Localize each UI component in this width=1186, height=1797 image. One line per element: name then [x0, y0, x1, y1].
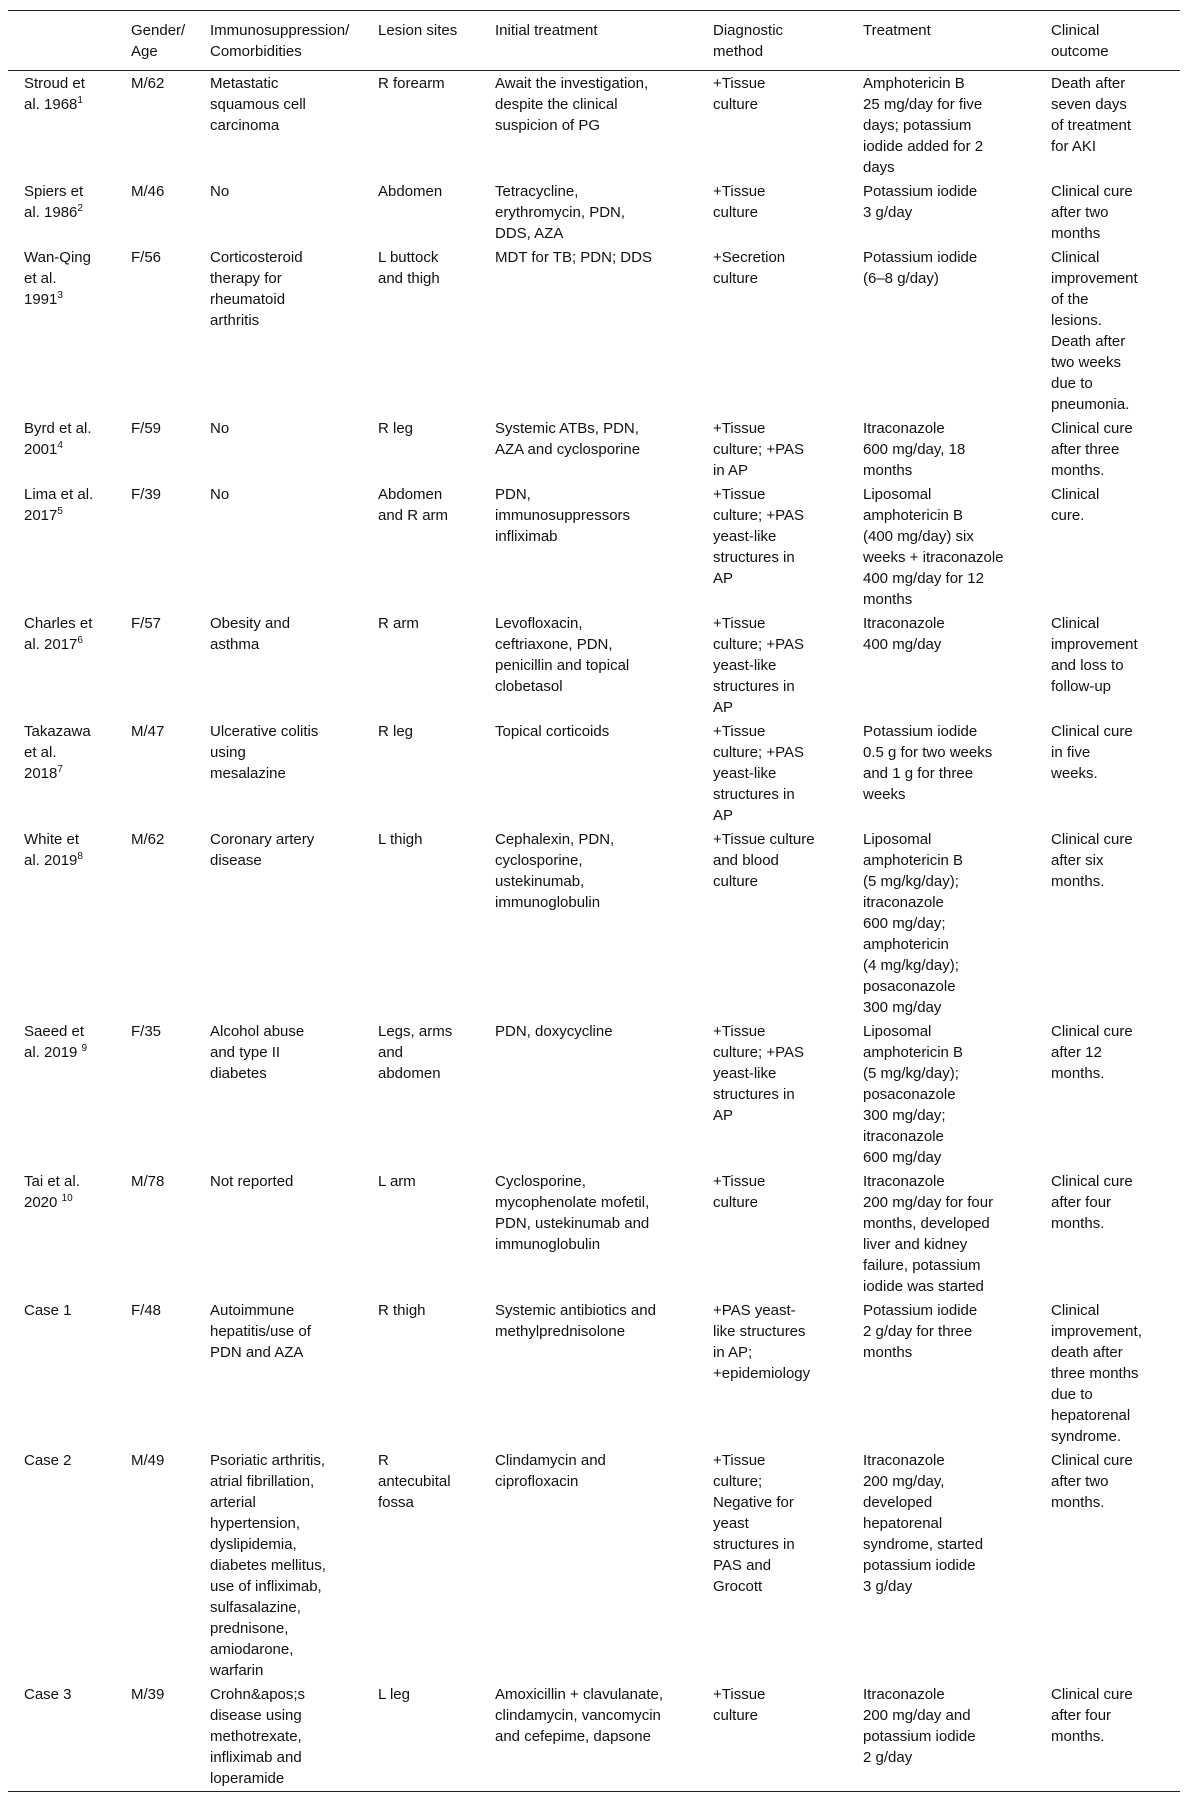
cell-initial-treatment: [479, 1169, 697, 1298]
cell-initial-treatment-text: Clindamycin and ciprofloxacin: [495, 1452, 606, 1490]
cell-gender-age: [115, 482, 194, 611]
cell-diagnostic-method: [697, 245, 847, 416]
reference-number: 6: [77, 635, 83, 646]
cell-lesion-site-text: R leg: [378, 723, 414, 740]
cell-comorbidities-text: No: [210, 420, 230, 437]
cell-study-text: Byrd et al. 2001: [24, 420, 92, 458]
cell-gender-age: [115, 1298, 194, 1448]
cell-clinical-outcome-text: Clinical improvement, death after three months due to hepatorenal syndrome.: [1051, 1302, 1142, 1445]
cell-initial-treatment-text: Levofloxacin, ceftriaxone, PDN, penicillin and topical clobetasol: [495, 615, 630, 695]
cell-treatment-text: Potassium iodide 0.5 g for two weeks and 1 g for three weeks: [863, 723, 993, 803]
table-row: [8, 719, 1180, 827]
cell-lesion-site-text: R forearm: [378, 75, 445, 92]
cell-gender-age: [115, 245, 194, 416]
cell-lesion-site-text: Abdomen: [378, 183, 443, 200]
cell-comorbidities: [194, 719, 362, 827]
cell-lesion-site-text: R thigh: [378, 1302, 426, 1319]
cell-clinical-outcome-text: Clinical cure after four months.: [1051, 1173, 1133, 1232]
cell-treatment: [847, 1682, 1035, 1792]
cell-gender-age: [115, 827, 194, 1019]
cell-comorbidities-text: Metastatic squamous cell carcinoma: [210, 75, 306, 134]
cell-gender-age-text: M/62: [131, 75, 165, 92]
cell-comorbidities-text: Crohn&apos;s disease using methotrexate, infliximab and loperamide: [210, 1686, 306, 1787]
cell-clinical-outcome-text: Clinical improvement of the lesions. Death after two weeks due to pneumonia.: [1051, 249, 1138, 413]
cell-diagnostic-method: [697, 1682, 847, 1792]
cell-clinical-outcome: [1035, 482, 1180, 611]
cell-diagnostic-method-text: +Tissue culture; Negative for yeast structures in PAS and Grocott: [713, 1452, 795, 1595]
cell-clinical-outcome: [1035, 1298, 1180, 1448]
cell-study: [8, 719, 115, 827]
cell-comorbidities-text: Corticosteroid therapy for rheumatoid arthritis: [210, 249, 303, 329]
cell-gender-age: [115, 1019, 194, 1169]
cell-initial-treatment: [479, 482, 697, 611]
cell-initial-treatment: [479, 1298, 697, 1448]
cell-study-text: Case 2: [24, 1452, 72, 1469]
cell-gender-age: [115, 416, 194, 482]
cell-initial-treatment: [479, 71, 697, 180]
cell-gender-age-text: F/57: [131, 615, 162, 632]
cell-lesion-site-text: Abdomen and R arm: [378, 486, 449, 524]
cell-comorbidities: [194, 179, 362, 245]
cell-comorbidities: [194, 827, 362, 1019]
cell-treatment-text: Potassium iodide 2 g/day for three months: [863, 1302, 978, 1361]
cell-initial-treatment-text: Cyclosporine, mycophenolate mofetil, PDN, ustekinumab and immunoglobulin: [495, 1173, 650, 1253]
cell-lesion-site: [362, 482, 479, 611]
table-body: [8, 71, 1180, 1792]
cell-clinical-outcome-text: Clinical cure after two months.: [1051, 1452, 1133, 1511]
cell-comorbidities-text: Not reported: [210, 1173, 294, 1190]
cell-clinical-outcome: [1035, 1448, 1180, 1682]
cell-gender-age: [115, 1448, 194, 1682]
cell-initial-treatment: [479, 179, 697, 245]
header-clinical-outcome: Clinical outcome: [1035, 11, 1180, 71]
cell-clinical-outcome-text: Clinical cure after three months.: [1051, 420, 1133, 479]
cell-lesion-site: [362, 1019, 479, 1169]
header-diagnostic-method: Diagnostic method: [697, 11, 847, 71]
table-row: [8, 482, 1180, 611]
cell-diagnostic-method-text: +Tissue culture: [713, 1173, 766, 1211]
cell-clinical-outcome: [1035, 1019, 1180, 1169]
cell-clinical-outcome: [1035, 611, 1180, 719]
cell-lesion-site: [362, 1448, 479, 1682]
cell-lesion-site-text: R antecubital fossa: [378, 1452, 451, 1511]
cell-gender-age-text: M/47: [131, 723, 165, 740]
cell-clinical-outcome: [1035, 1169, 1180, 1298]
cell-gender-age-text: F/48: [131, 1302, 162, 1319]
cell-study: [8, 1682, 115, 1792]
cell-treatment: [847, 179, 1035, 245]
table-header: [8, 11, 1180, 71]
cell-clinical-outcome-text: Clinical cure after 12 months.: [1051, 1023, 1133, 1082]
cell-treatment: [847, 482, 1035, 611]
table-row: [8, 1298, 1180, 1448]
cell-clinical-outcome: [1035, 245, 1180, 416]
cell-gender-age-text: M/39: [131, 1686, 165, 1703]
cell-comorbidities-text: Autoimmune hepatitis/use of PDN and AZA: [210, 1302, 311, 1361]
cell-lesion-site: [362, 1298, 479, 1448]
cell-comorbidities-text: No: [210, 486, 230, 503]
cell-diagnostic-method: [697, 827, 847, 1019]
cell-initial-treatment-text: MDT for TB; PDN; DDS: [495, 249, 652, 266]
cell-treatment: [847, 827, 1035, 1019]
cell-study-text: Saeed et al. 2019: [24, 1023, 85, 1061]
cell-study: [8, 179, 115, 245]
cell-treatment: [847, 245, 1035, 416]
cell-diagnostic-method-text: +Tissue culture; +PAS yeast-like structures in AP: [713, 615, 805, 716]
cell-initial-treatment: [479, 611, 697, 719]
cell-diagnostic-method-text: +Tissue culture: [713, 75, 766, 113]
table-row: [8, 179, 1180, 245]
cell-gender-age: [115, 719, 194, 827]
header-treatment: Treatment: [847, 11, 1035, 71]
reference-number: 4: [57, 440, 63, 451]
cell-lesion-site: [362, 416, 479, 482]
cell-diagnostic-method: [697, 71, 847, 180]
header-study: [8, 11, 115, 71]
cell-comorbidities-text: No: [210, 183, 230, 200]
cell-initial-treatment-text: Topical corticoids: [495, 723, 610, 740]
cell-diagnostic-method: [697, 482, 847, 611]
cell-clinical-outcome-text: Death after seven days of treatment for AKI: [1051, 75, 1132, 155]
cell-treatment-text: Liposomal amphotericin B (5 mg/kg/day); itraconazole 600 mg/day; amphotericin (4 mg/kg/day); posaconazole 300 mg/day: [863, 831, 964, 1016]
cell-study: [8, 1019, 115, 1169]
cell-study-text: Case 3: [24, 1686, 72, 1703]
cell-diagnostic-method-text: +Tissue culture; +PAS yeast-like structures in AP: [713, 1023, 805, 1124]
cell-treatment: [847, 719, 1035, 827]
table-row: [8, 245, 1180, 416]
cell-gender-age-text: M/62: [131, 831, 165, 848]
cell-initial-treatment-text: PDN, doxycycline: [495, 1023, 613, 1040]
cell-initial-treatment: [479, 1019, 697, 1169]
cell-lesion-site-text: R leg: [378, 420, 414, 437]
cell-lesion-site-text: L buttock and thigh: [378, 249, 440, 287]
cell-clinical-outcome-text: Clinical cure after four months.: [1051, 1686, 1133, 1745]
cell-treatment: [847, 1169, 1035, 1298]
reference-number: 1: [77, 95, 83, 106]
cell-treatment: [847, 71, 1035, 180]
cell-study-text: Case 1: [24, 1302, 72, 1319]
cell-gender-age: [115, 1682, 194, 1792]
cell-treatment-text: Itraconazole 200 mg/day and potassium iodide 2 g/day: [863, 1686, 976, 1766]
cell-comorbidities: [194, 1169, 362, 1298]
reference-number: 5: [57, 506, 63, 517]
cell-lesion-site: [362, 179, 479, 245]
cell-initial-treatment: [479, 827, 697, 1019]
cell-comorbidities: [194, 245, 362, 416]
cell-clinical-outcome-text: Clinical cure.: [1051, 486, 1100, 524]
cell-gender-age: [115, 179, 194, 245]
cell-lesion-site: [362, 611, 479, 719]
cell-clinical-outcome: [1035, 719, 1180, 827]
cell-lesion-site-text: L arm: [378, 1173, 416, 1190]
cell-treatment-text: Liposomal amphotericin B (400 mg/day) six weeks + itraconazole 400 mg/day for 12 months: [863, 486, 1004, 608]
cell-study: [8, 1169, 115, 1298]
cell-initial-treatment-text: Systemic antibiotics and methylprednisolone: [495, 1302, 656, 1340]
cell-clinical-outcome: [1035, 827, 1180, 1019]
cell-treatment: [847, 1019, 1035, 1169]
cell-comorbidities-text: Psoriatic arthritis, atrial fibrillation, arterial hypertension, dyslipidemia, diabetes mellitus, use of infliximab, sulfasalazine, prednisone, amiodarone, warfarin: [210, 1452, 326, 1679]
cell-diagnostic-method-text: +Tissue culture: [713, 1686, 766, 1724]
cell-diagnostic-method-text: +Secretion culture: [713, 249, 786, 287]
cell-initial-treatment-text: Await the investigation, despite the clinical suspicion of PG: [495, 75, 649, 134]
cell-comorbidities: [194, 416, 362, 482]
cell-diagnostic-method-text: +Tissue culture; +PAS yeast-like structures in AP: [713, 723, 805, 824]
cell-treatment: [847, 416, 1035, 482]
cell-gender-age-text: F/59: [131, 420, 162, 437]
cell-lesion-site-text: R arm: [378, 615, 419, 632]
cell-gender-age: [115, 611, 194, 719]
cell-clinical-outcome-text: Clinical cure in five weeks.: [1051, 723, 1133, 782]
cell-diagnostic-method: [697, 1298, 847, 1448]
table-row: [8, 1682, 1180, 1792]
reference-number: 3: [57, 290, 63, 301]
cell-treatment-text: Itraconazole 200 mg/day, developed hepatorenal syndrome, started potassium iodide 3 g/day: [863, 1452, 984, 1595]
table-row: [8, 71, 1180, 180]
cell-study-text: Lima et al. 2017: [24, 486, 94, 524]
cell-comorbidities: [194, 1448, 362, 1682]
cell-diagnostic-method-text: +Tissue culture; +PAS in AP: [713, 420, 805, 479]
cell-lesion-site: [362, 827, 479, 1019]
cell-study: [8, 1298, 115, 1448]
header-comorbidities: Immunosuppression/ Comorbidities: [194, 11, 362, 71]
cell-treatment-text: Itraconazole 400 mg/day: [863, 615, 945, 653]
reference-number: 8: [77, 851, 83, 862]
cell-gender-age-text: F/39: [131, 486, 162, 503]
cell-gender-age: [115, 71, 194, 180]
cell-comorbidities-text: Coronary artery disease: [210, 831, 315, 869]
cell-lesion-site: [362, 719, 479, 827]
cell-treatment: [847, 1448, 1035, 1682]
cell-gender-age-text: F/56: [131, 249, 162, 266]
cell-study-text: Takazawa et al. 2018: [24, 723, 91, 782]
reference-number: 7: [57, 764, 63, 775]
cell-initial-treatment: [479, 245, 697, 416]
cell-lesion-site-text: Legs, arms and abdomen: [378, 1023, 453, 1082]
cell-diagnostic-method-text: +PAS yeast- like structures in AP; +epidemiology: [713, 1302, 811, 1382]
cell-study-text: Stroud et al. 1968: [24, 75, 85, 113]
cell-initial-treatment-text: PDN, immunosuppressors infliximab: [495, 486, 631, 545]
cell-treatment-text: Potassium iodide 3 g/day: [863, 183, 978, 221]
cell-diagnostic-method: [697, 1448, 847, 1682]
cell-gender-age-text: M/46: [131, 183, 165, 200]
cell-comorbidities: [194, 1019, 362, 1169]
cell-diagnostic-method-text: +Tissue culture: [713, 183, 766, 221]
table-row: [8, 827, 1180, 1019]
table-row: [8, 611, 1180, 719]
cell-clinical-outcome-text: Clinical cure after six months.: [1051, 831, 1133, 890]
cell-diagnostic-method: [697, 611, 847, 719]
cell-lesion-site: [362, 1682, 479, 1792]
cell-clinical-outcome-text: Clinical cure after two months: [1051, 183, 1133, 242]
cell-lesion-site: [362, 71, 479, 180]
cell-study: [8, 1448, 115, 1682]
cell-treatment-text: Liposomal amphotericin B (5 mg/kg/day); posaconazole 300 mg/day; itraconazole 600 mg/day: [863, 1023, 964, 1166]
cell-diagnostic-method: [697, 1019, 847, 1169]
cell-initial-treatment: [479, 1682, 697, 1792]
cell-clinical-outcome-text: Clinical improvement and loss to follow-up: [1051, 615, 1138, 695]
cell-treatment-text: Potassium iodide (6–8 g/day): [863, 249, 978, 287]
cell-study: [8, 611, 115, 719]
reference-number: 9: [81, 1043, 88, 1054]
cell-lesion-site: [362, 1169, 479, 1298]
table-row: [8, 1448, 1180, 1682]
cell-diagnostic-method: [697, 1169, 847, 1298]
cell-lesion-site-text: L thigh: [378, 831, 423, 848]
cell-treatment: [847, 1298, 1035, 1448]
cell-comorbidities: [194, 482, 362, 611]
cell-comorbidities: [194, 1298, 362, 1448]
cell-comorbidities: [194, 611, 362, 719]
cell-comorbidities-text: Alcohol abuse and type II diabetes: [210, 1023, 305, 1082]
cell-initial-treatment-text: Amoxicillin + clavulanate, clindamycin, vancomycin and cefepime, dapsone: [495, 1686, 663, 1745]
cell-diagnostic-method-text: +Tissue culture; +PAS yeast-like structures in AP: [713, 486, 805, 587]
reference-number: 2: [77, 203, 83, 214]
cell-initial-treatment-text: Tetracycline, erythromycin, PDN, DDS, AZA: [495, 183, 626, 242]
cell-comorbidities-text: Obesity and asthma: [210, 615, 291, 653]
cell-comorbidities: [194, 1682, 362, 1792]
cell-clinical-outcome: [1035, 416, 1180, 482]
cell-clinical-outcome: [1035, 71, 1180, 180]
table-row: [8, 1169, 1180, 1298]
cell-study-text: Spiers et al. 1986: [24, 183, 84, 221]
cell-lesion-site-text: L leg: [378, 1686, 410, 1703]
cell-initial-treatment: [479, 1448, 697, 1682]
reference-number: 10: [61, 1193, 73, 1204]
case-table: [8, 10, 1180, 1792]
cell-treatment-text: Itraconazole 600 mg/day, 18 months: [863, 420, 966, 479]
cell-lesion-site: [362, 245, 479, 416]
cell-initial-treatment: [479, 719, 697, 827]
cell-clinical-outcome: [1035, 1682, 1180, 1792]
cell-gender-age: [115, 1169, 194, 1298]
cell-study: [8, 482, 115, 611]
cell-study: [8, 827, 115, 1019]
cell-comorbidities: [194, 71, 362, 180]
cell-initial-treatment-text: Cephalexin, PDN, cyclosporine, ustekinumab, immunoglobulin: [495, 831, 615, 911]
cell-diagnostic-method-text: +Tissue culture and blood culture: [713, 831, 815, 890]
cell-treatment-text: Amphotericin B 25 mg/day for five days; potassium iodide added for 2 days: [863, 75, 984, 176]
cell-gender-age-text: F/35: [131, 1023, 162, 1040]
cell-study-text: Tai et al. 2020: [24, 1173, 80, 1211]
cell-treatment: [847, 611, 1035, 719]
table-row: [8, 416, 1180, 482]
cell-study-text: White et al. 2019: [24, 831, 80, 869]
cell-diagnostic-method: [697, 179, 847, 245]
cell-treatment-text: Itraconazole 200 mg/day for four months, developed liver and kidney failure, potassium iodide was started: [863, 1173, 994, 1295]
cell-diagnostic-method: [697, 719, 847, 827]
cell-study: [8, 71, 115, 180]
cell-initial-treatment-text: Systemic ATBs, PDN, AZA and cyclosporine: [495, 420, 641, 458]
table-row: [8, 1019, 1180, 1169]
cell-gender-age-text: M/78: [131, 1173, 165, 1190]
header-lesion-sites: Lesion sites: [362, 11, 479, 71]
cell-study-text: Wan-Qing et al. 1991: [24, 249, 91, 308]
cell-clinical-outcome: [1035, 179, 1180, 245]
header-initial-treatment: Initial treatment: [479, 11, 697, 71]
cell-comorbidities-text: Ulcerative colitis using mesalazine: [210, 723, 319, 782]
cell-study: [8, 416, 115, 482]
cell-diagnostic-method: [697, 416, 847, 482]
cell-study: [8, 245, 115, 416]
cell-initial-treatment: [479, 416, 697, 482]
cell-study-text: Charles et al. 2017: [24, 615, 93, 653]
cell-gender-age-text: M/49: [131, 1452, 165, 1469]
header-gender-age: Gender/ Age: [115, 11, 194, 71]
